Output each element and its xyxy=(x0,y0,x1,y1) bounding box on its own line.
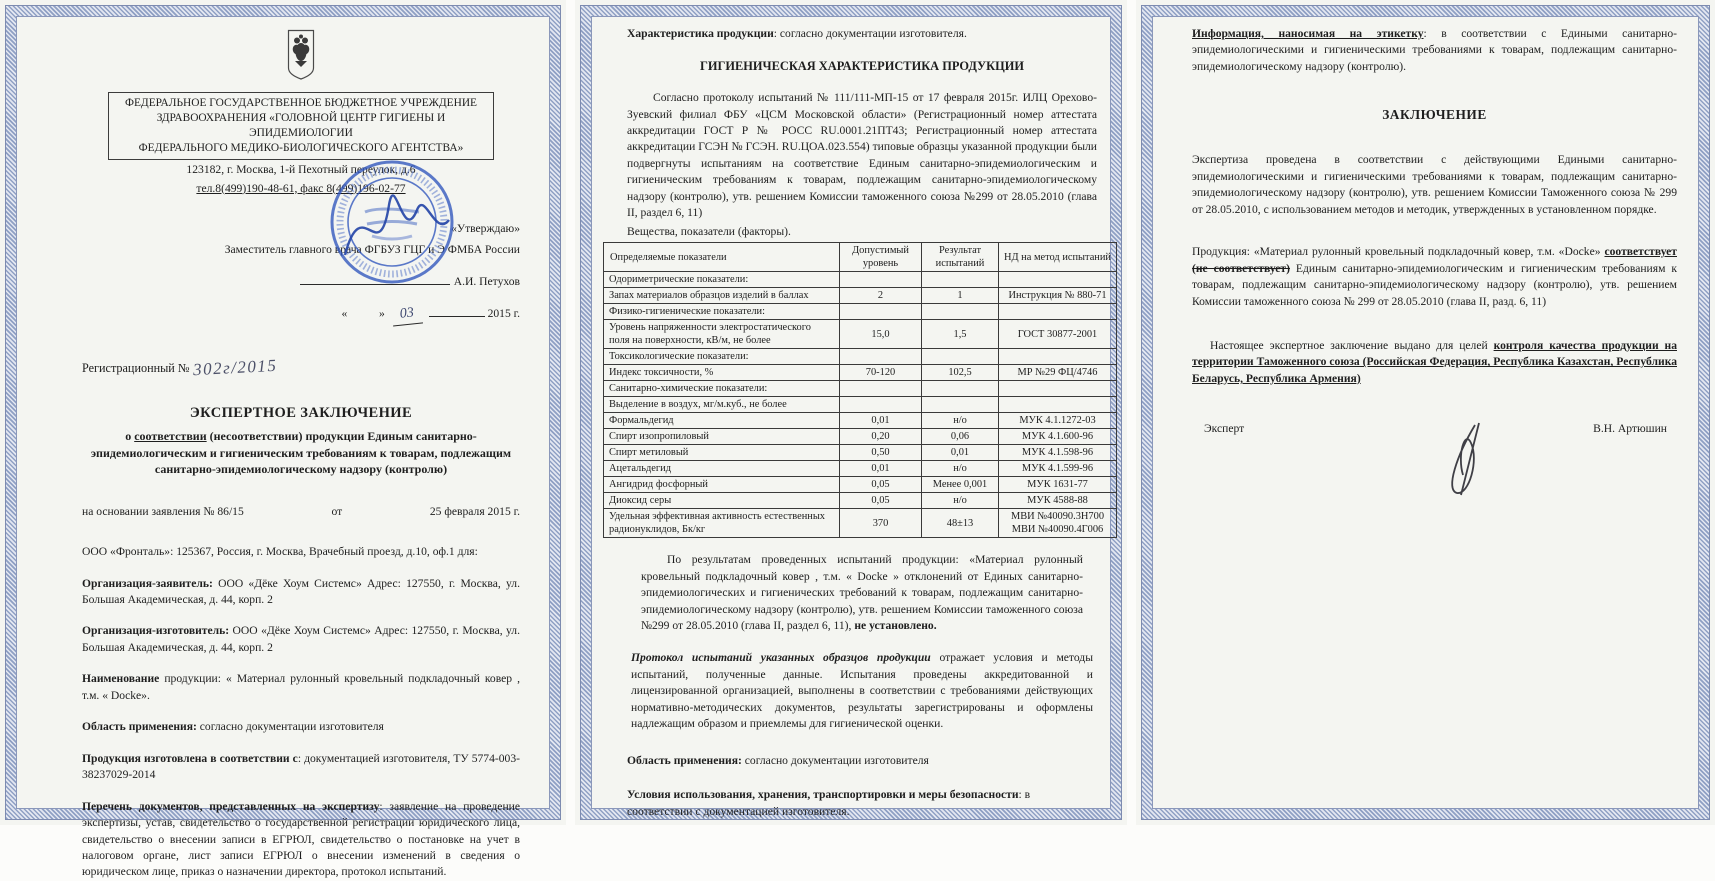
institution-name-box xyxy=(108,92,494,160)
area-text: согласно документации изготовителя xyxy=(741,753,929,767)
cell: Спирт метиловый xyxy=(604,445,840,461)
cell: МУК 4.1.1272-03 xyxy=(998,413,1116,429)
cell: Спирт изопропиловый xyxy=(604,429,840,445)
cell xyxy=(922,397,999,413)
field-text: : заявление на проведение экспертизы, устав, свидетельство о государственной регистрации юридического лица, свидетельство о внесении записи в ЕГРЮЛ, свидетельство о постановке на учет в налоговом органе, лист записи ЕГРЮЛ о внесении изменений в сведения о юридическом лице, приказ о назначении директора, протокол испытаний. xyxy=(82,799,520,879)
cell xyxy=(839,304,921,320)
document-subtitle xyxy=(82,428,520,478)
cell xyxy=(922,349,999,365)
field-label: Продукция изготовлена в соответствии с xyxy=(82,751,298,765)
cell: Запах материалов образцов изделий в баллах xyxy=(604,288,840,304)
field-applicant-org xyxy=(82,576,520,609)
table-row xyxy=(604,413,1117,429)
cell: 370 xyxy=(839,509,921,538)
subtitle-post: (несоответствии) продукции Единым санитарно-эпидемиологическим и гигиеническим требованиям к товарам, подлежащим санитарно-эпидемиологическому надзору (контролю) xyxy=(90,429,512,477)
page-1-content xyxy=(82,22,521,879)
subtitle-underlined-word: соответствии xyxy=(134,429,207,444)
cell: Ацетальдегид xyxy=(604,461,840,477)
table-row xyxy=(604,509,1117,538)
field-text: продукции: « Материал рулонный кровельный подкладочный ковер , т.м. « Docke». xyxy=(82,672,520,702)
institution-line-3: ФЕДЕРАЛЬНОГО МЕДИКО-БИОЛОГИЧЕСКОГО АГЕНТСТВА» xyxy=(138,142,464,155)
document-title: ЭКСПЕРТНОЕ ЗАКЛЮЧЕНИЕ xyxy=(189,405,413,422)
cell: Токсикологические показатели: xyxy=(604,349,840,365)
usage-conditions-line xyxy=(627,787,1097,820)
col-header-indicator: Определяемые показатели xyxy=(604,243,840,272)
cell xyxy=(922,272,999,288)
protocol-paragraph: Согласно протоколу испытаний № 111/111-МП-15 от 17 февраля 2015г. ИЛЦ Орехово-Зуевский филиал ФБУ «ЦСМ Московской области» (Регистрационный номер аттестата аккредитации ГОСТ Р № РОСС RU.0001.21ПТ43; Регистрационный номер аттестата аккредитации ГСЭН № ГСЭН. RU.ЦОА.023.554) типовые образцы указанной продукции были подвергнуты испытаниям на соответствие Единым санитарно-эпидемиологическим и гигиеническим требованиям к товарам, подлежащим санитарно-эпидемиологическому надзору (контролю), утв. решением Комиссии таможенного союза №299 от 28.05.2010 (глава II, раздел 6, 11) xyxy=(627,91,1097,220)
registration-line xyxy=(82,355,520,379)
table-row xyxy=(604,304,1117,320)
field-manufacturer-org xyxy=(82,623,520,656)
institution-phone: тел.8(499)190-48-61, факс 8(499)196-02-77 xyxy=(196,181,406,195)
table-row xyxy=(604,461,1117,477)
conclusion-title: ЗАКЛЮЧЕНИЕ xyxy=(1382,107,1487,123)
cell: Инструкция № 880-71 xyxy=(998,288,1116,304)
characteristic-text: : согласно документации изготовителя. xyxy=(773,27,967,40)
product-pre: Продукция: «Материал рулонный кровельный подкладочный ковер, т.м. «Docke» xyxy=(1192,245,1605,259)
cell xyxy=(839,272,921,288)
table-row xyxy=(604,320,1117,349)
cell: МУК 4.1.598-96 xyxy=(998,445,1116,461)
signature-line xyxy=(300,284,450,285)
field-label: Перечень документов, представленных на экспертизу xyxy=(82,799,380,813)
product-conforms-word: соответствует xyxy=(1604,245,1677,259)
cell: Формальдегид xyxy=(604,413,840,429)
cell: 0,01 xyxy=(839,413,921,429)
cell: 0,06 xyxy=(922,429,999,445)
page-2-content xyxy=(609,22,1111,818)
cell: 70-120 xyxy=(839,365,921,381)
cell: МУК 4588-88 xyxy=(998,493,1116,509)
results-paragraph xyxy=(627,552,1097,634)
registration-label: Регистрационный № xyxy=(82,361,190,376)
conditions-text: : в соответствии с документацией изготовителя. xyxy=(627,788,1031,818)
cell: н/о xyxy=(922,493,999,509)
field-text: ООО «Дёке Хоум Системс» Адрес: 127550, г. Москва, ул. Большая Академическая, д. 44, корп. 2 xyxy=(82,624,520,654)
field-product-name xyxy=(82,671,520,704)
cell: Одориметрические показатели: xyxy=(604,272,840,288)
expert-signature-row xyxy=(1192,421,1677,501)
cell xyxy=(839,397,921,413)
page-3 xyxy=(1136,0,1715,825)
field-text: ООО «Дёке Хоум Системс» Адрес: 127550, г. Москва, ул. Большая Академическая, д. 44, корп. 2 xyxy=(82,576,520,607)
table-row xyxy=(604,493,1117,509)
cell: 48±13 xyxy=(922,509,999,538)
expertise-paragraph: Экспертиза проведена в соответствии с действующими Едиными санитарно-эпидемиологическими и гигиеническими требованиями к товарам, подлежащим санитарно-эпидемиологическому надзору (контролю), утв. решением Комиссии Таможенного союза № 299 от 28.05.2010, с использованием методов и методик, утвержденных в установленном порядке. xyxy=(1192,153,1677,216)
characteristic-label: Характеристика продукции xyxy=(627,27,774,40)
handwritten-day: 03 xyxy=(391,303,423,327)
cell xyxy=(998,272,1116,288)
field-label: Область применения: xyxy=(82,720,197,734)
cell: Менее 0,001 xyxy=(922,477,999,493)
basis-left: на основании заявления № 86/15 xyxy=(82,504,244,518)
table-row xyxy=(604,397,1117,413)
approve-word: «Утверждаю» xyxy=(451,222,520,236)
cell: МУК 4.1.600-96 xyxy=(998,429,1116,445)
cell: 0,01 xyxy=(839,461,921,477)
cell: Санитарно-химические показатели: xyxy=(604,381,840,397)
protocol-note-label: Протокол испытаний указанных образцов продукции xyxy=(631,651,931,665)
cell: Выделение в воздух, мг/м.куб., не более xyxy=(604,397,840,413)
product-conformity-paragraph xyxy=(1192,244,1677,310)
application-area-line xyxy=(627,753,1097,769)
coat-of-arms-icon xyxy=(82,28,520,82)
cell: 0,01 xyxy=(922,445,999,461)
expert-name: В.Н. Артюшин xyxy=(1593,422,1667,436)
protocol-note-text: отражает условия и методы испытаний, полученные данные. Испытания проведены аккредитованной и лицензированной организацией, выполнены в соответствии с требованиями действующих нормативно-методических документов, результаты зарегистрированы и оформлены надлежащим образом и приемлемы для гигиенической оценки. xyxy=(631,651,1093,731)
cell: 102,5 xyxy=(922,365,999,381)
cell: МУК 1631-77 xyxy=(998,477,1116,493)
results-conclusion-bold: не установлено. xyxy=(854,618,937,632)
cell: ГОСТ 30877-2001 xyxy=(998,320,1116,349)
basis-right: 25 февраля 2015 г. xyxy=(429,504,520,518)
institution-line-2: ЗДРАВООХРАНЕНИЯ «ГОЛОВНОЙ ЦЕНТР ГИГИЕНЫ И ЭПИДЕМИОЛОГИИ xyxy=(156,112,446,140)
field-made-according xyxy=(82,751,520,784)
cell: Уровень напряженности электростатического поля на поверхности, кВ/м, не более xyxy=(604,320,840,349)
product-post: Единым санитарно-эпидемиологическим и гигиеническим требованиям к товарам, подлежащим санитарно-эпидемиологическому надзору (контролю), утв. решением Комиссии таможенного союза № 299 от 28.05.2010 (глава II, разд. 6, 11) xyxy=(1192,261,1677,308)
date-year: 2015 г. xyxy=(487,307,520,321)
label-info-text: : в соответствии с Едиными санитарно-эпидемиологическими и гигиеническими требованиями к товарам, подлежащим санитарно-эпидемиологическому надзору (контролю). xyxy=(1192,27,1677,73)
approver-title: Заместитель главного врача ФГБУЗ ГЦГ и Э ФМБА России xyxy=(224,242,520,256)
cell: 0,05 xyxy=(839,493,921,509)
basis-line xyxy=(82,504,520,520)
applicant-line: ООО «Фронталь»: 125367, Россия, г. Москва, Врачебный проезд, д.10, оф.1 для: xyxy=(82,545,478,559)
cell xyxy=(839,381,921,397)
table-row xyxy=(604,272,1117,288)
col-header-result: Результат испытаний xyxy=(922,243,999,272)
cell: Физико-гигиенические показатели: xyxy=(604,304,840,320)
cell xyxy=(922,304,999,320)
table-row xyxy=(604,477,1117,493)
table-header-row xyxy=(604,243,1117,272)
cell: 0,05 xyxy=(839,477,921,493)
table-caption: Вещества, показатели (факторы). xyxy=(627,224,791,238)
issued-pre: Настоящее экспертное заключение выдано для целей xyxy=(1210,339,1494,353)
cell: н/о xyxy=(922,461,999,477)
cell xyxy=(998,304,1116,320)
field-label: Наименование xyxy=(82,672,160,686)
table-row xyxy=(604,365,1117,381)
approver-name: А.И. Петухов xyxy=(453,275,520,288)
cell: 1 xyxy=(922,288,999,304)
conditions-label: Условия использования, хранения, транспортировки и меры безопасности xyxy=(627,788,1019,802)
label-info-bold: Информация, наносимая на этикетку xyxy=(1192,27,1424,40)
institution-address: 123182, г. Москва, 1-й Пехотный переулок, д.6 xyxy=(186,163,416,177)
expert-label: Эксперт xyxy=(1204,422,1245,436)
field-documents-list xyxy=(82,799,520,881)
col-header-method: НД на метод испытаний xyxy=(998,243,1116,272)
table-row xyxy=(604,349,1117,365)
product-not-conforms-struck: (не соответствует) xyxy=(1192,261,1290,275)
cell xyxy=(998,381,1116,397)
cell: МР №29 ФЦ/4746 xyxy=(998,365,1116,381)
expert-signature-icon xyxy=(1427,415,1517,500)
cell xyxy=(922,381,999,397)
label-info-paragraph xyxy=(1192,26,1677,75)
cell xyxy=(998,349,1116,365)
cell xyxy=(839,349,921,365)
institution-line-1: ФЕДЕРАЛЬНОЕ ГОСУДАРСТВЕННОЕ БЮДЖЕТНОЕ УЧРЕЖДЕНИЕ xyxy=(124,97,478,109)
approval-block xyxy=(82,221,520,325)
cell: 15,0 xyxy=(839,320,921,349)
protocol-note-paragraph xyxy=(627,650,1097,732)
cell: Диоксид серы xyxy=(604,493,840,509)
field-text: : документацией изготовителя, ТУ 5774-003-38237029-2014 xyxy=(82,751,521,782)
issued-purpose-bold: контроля качества продукции на территории Таможенного союза (Российская Федерация, Республика Казахстан, Республика Беларусь, Республика Армения) xyxy=(1192,339,1677,385)
product-characteristic-line xyxy=(627,26,1097,42)
cell: 2 xyxy=(839,288,921,304)
page-2 xyxy=(575,0,1127,825)
cell: Индекс токсичности, % xyxy=(604,365,840,381)
cell: Ангидрид фосфорный xyxy=(604,477,840,493)
cell: Удельная эффективная активность естественных радионуклидов, Бк/кг xyxy=(604,509,840,538)
registration-number-handwritten: 302г/2015 xyxy=(192,356,278,380)
cell: 1,5 xyxy=(922,320,999,349)
cell: МУК 4.1.599-96 xyxy=(998,461,1116,477)
cell: н/о xyxy=(922,413,999,429)
table-row xyxy=(604,429,1117,445)
table-row xyxy=(604,445,1117,461)
date-quote-open: « xyxy=(341,307,348,321)
field-application-area xyxy=(82,719,520,735)
area-label: Область применения: xyxy=(627,753,742,767)
issued-paragraph xyxy=(1192,338,1677,387)
col-header-allowed: Допустимый уровень xyxy=(839,243,921,272)
cell xyxy=(998,397,1116,413)
results-text: По результатам проведенных испытаний продукции: «Материал рулонный кровельный подкладочный ковер , т.м. « Docke » отклонений от Единых санитарно-эпидемиологических и гигиенических требований к товарам, подлежащим санитарно-эпидемиологическому надзору (контролю), утв. решением Комиссии таможенного союза №299 от 28.05.2010 (глава II, раздел 6, 11), xyxy=(641,553,1083,632)
table-row xyxy=(604,381,1117,397)
hygienic-characteristics-table xyxy=(603,242,1117,538)
basis-mid: от xyxy=(331,504,343,518)
field-label: Организация-изготовитель: xyxy=(82,624,230,638)
cell: МВИ №40090.3Н700 МВИ №40090.4Г006 xyxy=(998,509,1116,538)
date-quote-close: » xyxy=(379,307,385,321)
page-1 xyxy=(0,0,566,879)
hygienic-section-title: ГИГИЕНИЧЕСКАЯ ХАРАКТЕРИСТИКА ПРОДУКЦИИ xyxy=(699,59,1025,74)
cell: 0,50 xyxy=(839,445,921,461)
field-text: согласно документации изготовителя xyxy=(196,720,384,734)
page-3-content xyxy=(1192,22,1677,805)
field-label: Организация-заявитель: xyxy=(82,576,213,590)
table-row xyxy=(604,288,1117,304)
cell: 0,20 xyxy=(839,429,921,445)
subtitle-pre: о xyxy=(125,429,135,444)
